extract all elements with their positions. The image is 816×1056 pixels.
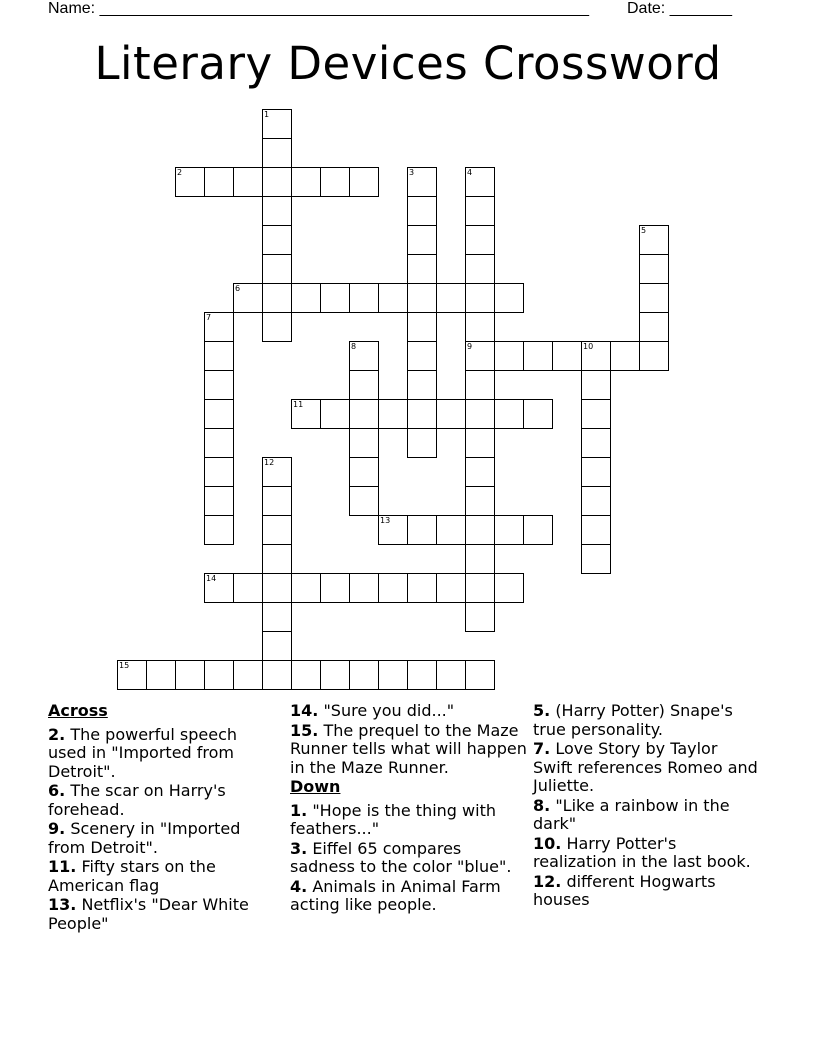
cell-number: 11 (293, 400, 304, 409)
cell-number: 6 (235, 284, 241, 293)
grid-cell[interactable] (436, 660, 466, 690)
grid-cell[interactable] (262, 283, 292, 313)
grid-cell[interactable] (320, 283, 350, 313)
grid-cell[interactable] (291, 399, 321, 429)
clue-text: "Like a rainbow in the dark" (533, 795, 730, 833)
grid-cell[interactable] (639, 312, 669, 342)
grid-cell[interactable] (407, 428, 437, 458)
grid-cell[interactable] (349, 573, 379, 603)
grid-cell[interactable] (407, 167, 437, 197)
grid-cell[interactable] (175, 660, 205, 690)
clue-text: Eiffel 65 compares sadness to the color "blue". (290, 838, 512, 876)
grid-cell[interactable] (581, 399, 611, 429)
grid-cell[interactable] (349, 457, 379, 487)
grid-cell[interactable] (349, 167, 379, 197)
grid-cell[interactable] (465, 283, 495, 313)
clue-number: 9. (48, 819, 66, 838)
grid-cell[interactable] (349, 370, 379, 400)
clue-across-13 (48, 896, 273, 933)
grid-cell[interactable] (262, 196, 292, 226)
grid-cell[interactable] (378, 515, 408, 545)
grid-cell[interactable] (233, 283, 263, 313)
grid-cell[interactable] (407, 370, 437, 400)
grid-cell[interactable] (465, 573, 495, 603)
grid-cell[interactable] (204, 660, 234, 690)
clue-across-14 (290, 702, 530, 721)
grid-cell[interactable] (465, 399, 495, 429)
clue-number: 13. (48, 895, 77, 914)
name-line: _______________________________________________________ (99, 0, 589, 17)
grid-cell[interactable] (262, 457, 292, 487)
grid-cell[interactable] (465, 660, 495, 690)
cell-number: 15 (119, 661, 130, 670)
grid-cell[interactable] (610, 341, 640, 371)
across-heading: Across (48, 701, 108, 720)
grid-cell[interactable] (349, 399, 379, 429)
grid-cell[interactable] (436, 573, 466, 603)
grid-cell[interactable] (581, 370, 611, 400)
grid-cell[interactable] (204, 428, 234, 458)
clue-down-7 (533, 740, 758, 796)
grid-cell[interactable] (494, 399, 524, 429)
grid-cell[interactable] (436, 399, 466, 429)
grid-cell[interactable] (465, 486, 495, 516)
clue-across-2 (48, 726, 273, 782)
clue-down-10 (533, 835, 758, 872)
clue-number: 10. (533, 833, 562, 853)
grid-cell[interactable] (639, 225, 669, 255)
grid-cell[interactable] (378, 399, 408, 429)
clue-number: 1. (290, 800, 308, 820)
grid-cell[interactable] (262, 515, 292, 545)
grid-cell[interactable] (407, 225, 437, 255)
grid-cell[interactable] (320, 660, 350, 690)
grid-cell[interactable] (407, 515, 437, 545)
grid-cell[interactable] (465, 457, 495, 487)
grid-cell[interactable] (204, 573, 234, 603)
clue-down-8 (533, 797, 758, 834)
cell-number: 9 (467, 342, 473, 351)
grid-cell[interactable] (407, 254, 437, 284)
grid-cell[interactable] (146, 660, 176, 690)
clue-number: 15. (290, 720, 319, 740)
clue-text: (Harry Potter) Snape's true personality. (533, 701, 733, 739)
clue-down-4 (290, 878, 530, 915)
date-label: Date: (627, 0, 666, 17)
grid-cell[interactable] (581, 457, 611, 487)
clues-column-3 (533, 702, 758, 911)
grid-cell[interactable] (465, 341, 495, 371)
grid-cell[interactable] (407, 312, 437, 342)
clue-across-9 (48, 820, 273, 857)
grid-cell[interactable] (233, 573, 263, 603)
clue-number: 5. (533, 701, 551, 720)
grid-cell[interactable] (407, 196, 437, 226)
grid-cell[interactable] (349, 341, 379, 371)
cell-number: 12 (264, 458, 275, 467)
clue-number: 11. (48, 857, 77, 876)
clue-number: 2. (48, 724, 66, 744)
clue-number: 7. (533, 739, 551, 758)
clue-number: 8. (533, 795, 551, 815)
grid-cell[interactable] (523, 341, 553, 371)
grid-cell[interactable] (291, 660, 321, 690)
grid-cell[interactable] (262, 660, 292, 690)
clue-number: 12. (533, 871, 562, 891)
grid-cell[interactable] (465, 602, 495, 632)
cell-number: 14 (206, 574, 217, 583)
clues-column-2 (290, 702, 530, 916)
grid-cell[interactable] (262, 138, 292, 168)
grid-cell[interactable] (204, 399, 234, 429)
clue-down-1 (290, 802, 530, 839)
clue-number: 3. (290, 838, 308, 858)
grid-cell[interactable] (204, 167, 234, 197)
grid-cell[interactable] (262, 109, 292, 139)
grid-cell[interactable] (204, 312, 234, 342)
grid-cell[interactable] (262, 573, 292, 603)
grid-cell[interactable] (175, 167, 205, 197)
clue-text: Netflix's "Dear White People" (48, 895, 249, 933)
grid-cell[interactable] (407, 573, 437, 603)
grid-cell[interactable] (262, 486, 292, 516)
grid-cell[interactable] (436, 283, 466, 313)
grid-cell[interactable] (407, 660, 437, 690)
grid-cell[interactable] (581, 428, 611, 458)
grid-cell[interactable] (117, 660, 147, 690)
clue-down-5 (533, 702, 758, 739)
grid-cell[interactable] (291, 283, 321, 313)
cell-number: 1 (264, 110, 270, 119)
grid-cell[interactable] (378, 283, 408, 313)
clue-text: "Hope is the thing with feathers..." (290, 800, 496, 838)
clue-number: 6. (48, 781, 66, 800)
grid-cell[interactable] (204, 486, 234, 516)
grid-cell[interactable] (320, 167, 350, 197)
page-title: Literary Devices Crossword (94, 37, 722, 90)
grid-cell[interactable] (349, 660, 379, 690)
grid-cell[interactable] (262, 602, 292, 632)
name-label: Name: (48, 0, 96, 17)
grid-cell[interactable] (436, 515, 466, 545)
grid-cell[interactable] (262, 312, 292, 342)
grid-cell[interactable] (581, 515, 611, 545)
grid-cell[interactable] (233, 660, 263, 690)
cell-number: 2 (177, 168, 183, 177)
grid-cell[interactable] (407, 341, 437, 371)
grid-cell[interactable] (465, 167, 495, 197)
clue-text: Harry Potter's realization in the last book. (533, 833, 751, 871)
cell-number: 13 (380, 516, 391, 525)
grid-cell[interactable] (204, 457, 234, 487)
grid-cell[interactable] (494, 515, 524, 545)
grid-cell[interactable] (465, 370, 495, 400)
grid-cell[interactable] (320, 399, 350, 429)
grid-cell[interactable] (639, 283, 669, 313)
grid-cell[interactable] (407, 399, 437, 429)
clue-across-11 (48, 858, 273, 895)
cell-number: 8 (351, 342, 357, 351)
clue-down-12 (533, 873, 758, 910)
cell-number: 5 (641, 226, 647, 235)
grid-cell[interactable] (639, 254, 669, 284)
clue-across-15 (290, 722, 530, 778)
grid-cell[interactable] (320, 573, 350, 603)
clue-across-6 (48, 782, 273, 819)
clue-down-3 (290, 840, 530, 877)
clue-text: The prequel to the Maze Runner tells what will happen in the Maze Runner. (290, 720, 527, 777)
grid-cell[interactable] (262, 225, 292, 255)
grid-cell[interactable] (233, 167, 263, 197)
grid-cell[interactable] (581, 341, 611, 371)
cell-number: 3 (409, 168, 415, 177)
grid-cell[interactable] (349, 486, 379, 516)
grid-cell[interactable] (378, 573, 408, 603)
grid-cell[interactable] (349, 428, 379, 458)
grid-cell[interactable] (204, 341, 234, 371)
clue-text: Love Story by Taylor Swift references Romeo and Juliette. (533, 739, 758, 795)
grid-cell[interactable] (523, 399, 553, 429)
grid-cell[interactable] (465, 428, 495, 458)
grid-cell[interactable] (291, 167, 321, 197)
grid-cell[interactable] (552, 341, 582, 371)
grid-cell[interactable] (465, 196, 495, 226)
clue-text: Animals in Animal Farm acting like people. (290, 876, 501, 914)
grid-cell[interactable] (407, 283, 437, 313)
clue-text: different Hogwarts houses (533, 871, 716, 909)
grid-cell[interactable] (465, 515, 495, 545)
grid-cell[interactable] (465, 544, 495, 574)
grid-cell[interactable] (349, 283, 379, 313)
grid-cell[interactable] (262, 167, 292, 197)
grid-cell[interactable] (465, 225, 495, 255)
clues-column-1 (48, 702, 273, 934)
clue-text: The powerful speech used in "Imported from Detroit". (48, 724, 238, 781)
grid-cell[interactable] (639, 341, 669, 371)
cell-number: 7 (206, 313, 212, 322)
grid-cell[interactable] (494, 573, 524, 603)
grid-cell[interactable] (581, 486, 611, 516)
clue-number: 4. (290, 876, 308, 896)
grid-cell[interactable] (291, 573, 321, 603)
cell-number: 4 (467, 168, 473, 177)
grid-cell[interactable] (494, 341, 524, 371)
clue-number: 14. (290, 701, 319, 720)
grid-cell[interactable] (204, 370, 234, 400)
down-heading: Down (290, 777, 341, 796)
clue-text: The scar on Harry's forehead. (48, 781, 226, 819)
cell-number: 10 (583, 342, 594, 351)
grid-cell[interactable] (581, 544, 611, 574)
grid-cell[interactable] (465, 312, 495, 342)
grid-cell[interactable] (494, 283, 524, 313)
grid-cell[interactable] (523, 515, 553, 545)
grid-cell[interactable] (378, 660, 408, 690)
date-line: _______ (669, 0, 732, 17)
clue-text: Fifty stars on the American flag (48, 857, 216, 895)
grid-cell[interactable] (204, 515, 234, 545)
grid-cell[interactable] (262, 631, 292, 661)
grid-cell[interactable] (465, 254, 495, 284)
clue-text: Scenery in "Imported from Detroit". (48, 819, 241, 857)
clue-text: "Sure you did..." (323, 701, 455, 720)
grid-cell[interactable] (262, 254, 292, 284)
grid-cell[interactable] (262, 544, 292, 574)
